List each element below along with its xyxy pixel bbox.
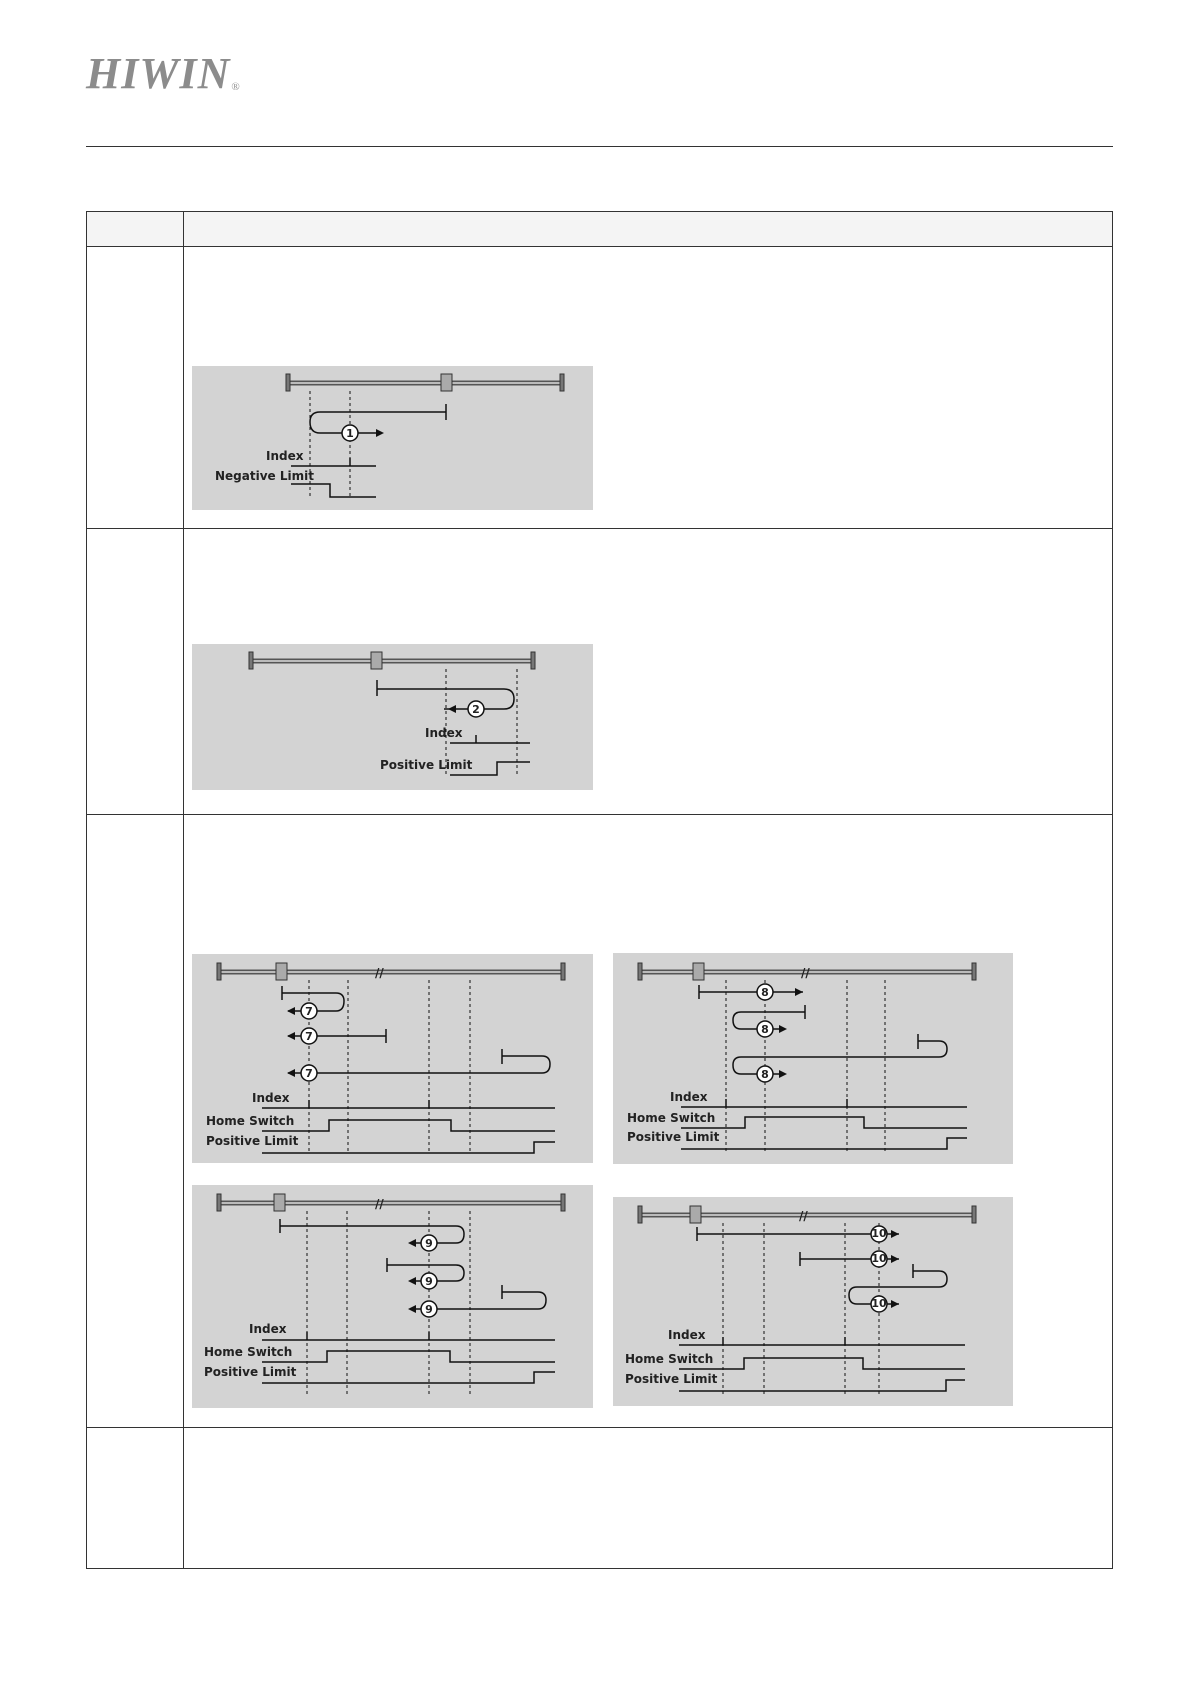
- method-cell: [87, 815, 184, 1428]
- homing-diagram-method-10: [613, 1197, 1013, 1406]
- diagram-svg: [613, 1197, 1013, 1406]
- homing-diagram-method-1: [192, 366, 593, 510]
- header-divider: [86, 146, 1113, 147]
- home-switch-label: Home Switch: [627, 1111, 716, 1125]
- table-row: [87, 247, 1113, 529]
- diagram-svg: [192, 954, 593, 1163]
- hiwin-logo: HIWIN®: [86, 49, 241, 98]
- index-label: Index: [670, 1090, 708, 1104]
- svg-text://: //: [801, 966, 810, 980]
- method-number-label: 9: [425, 1275, 433, 1288]
- description-cell: [184, 529, 1113, 815]
- carriage-icon: [693, 963, 704, 980]
- carriage-icon: [690, 1206, 701, 1223]
- index-label: Index: [266, 449, 304, 463]
- home-switch-label: Home Switch: [204, 1345, 293, 1359]
- carriage-icon: [371, 652, 382, 669]
- description-cell: [184, 247, 1113, 529]
- home-switch-label: Home Switch: [625, 1352, 714, 1366]
- index-label: Index: [252, 1091, 290, 1105]
- table-row: [87, 1428, 1113, 1569]
- carriage-icon: [276, 963, 287, 980]
- table-row: [87, 529, 1113, 815]
- index-label: Index: [668, 1328, 706, 1342]
- method-cell: [87, 529, 184, 815]
- diagram-svg: [192, 366, 593, 510]
- method-number-label: 7: [305, 1005, 313, 1018]
- positive-limit-label: Positive Limit: [206, 1134, 299, 1148]
- method-number-label: 9: [425, 1237, 433, 1250]
- homing-methods-table: [86, 211, 1113, 1569]
- method-number-label: 7: [305, 1067, 313, 1080]
- method-number-label: 8: [761, 986, 769, 999]
- method-number-label: 10: [871, 1297, 887, 1310]
- positive-limit-label: Positive Limit: [627, 1130, 720, 1144]
- homing-diagram-method-7: [192, 954, 593, 1163]
- method-number-label: 1: [346, 427, 354, 440]
- negative-limit-label: Negative Limit: [215, 469, 314, 483]
- method-cell: [87, 1428, 184, 1569]
- homing-diagram-method-9: [192, 1185, 593, 1408]
- svg-text://: //: [375, 966, 384, 980]
- svg-text://: //: [375, 1197, 384, 1211]
- table-header-description: [184, 212, 1113, 247]
- method-number-label: 7: [305, 1030, 313, 1043]
- homing-diagram-method-2: [192, 644, 593, 790]
- positive-limit-label: Positive Limit: [204, 1365, 297, 1379]
- home-switch-label: Home Switch: [206, 1114, 295, 1128]
- svg-text://: //: [799, 1209, 808, 1223]
- carriage-icon: [441, 374, 452, 391]
- positive-limit-label: Positive Limit: [380, 758, 473, 772]
- description-cell: [184, 815, 1113, 1428]
- diagram-svg: [613, 953, 1013, 1164]
- diagram-svg: [192, 1185, 593, 1408]
- method-number-label: 10: [871, 1252, 887, 1265]
- index-label: Index: [249, 1322, 287, 1336]
- table-row: [87, 815, 1113, 1428]
- method-number-label: 8: [761, 1068, 769, 1081]
- method-number-label: 8: [761, 1023, 769, 1036]
- method-cell: [87, 247, 184, 529]
- method-number-label: 9: [425, 1303, 433, 1316]
- carriage-icon: [274, 1194, 285, 1211]
- description-cell: [184, 1428, 1113, 1569]
- homing-diagram-method-8: [613, 953, 1013, 1164]
- index-label: Index: [425, 726, 463, 740]
- positive-limit-label: Positive Limit: [625, 1372, 718, 1386]
- method-number-label: 10: [871, 1227, 887, 1240]
- method-number-label: 2: [472, 703, 480, 716]
- diagram-svg: [192, 644, 593, 790]
- table-header-row: [87, 212, 1113, 247]
- table-header-method: [87, 212, 184, 247]
